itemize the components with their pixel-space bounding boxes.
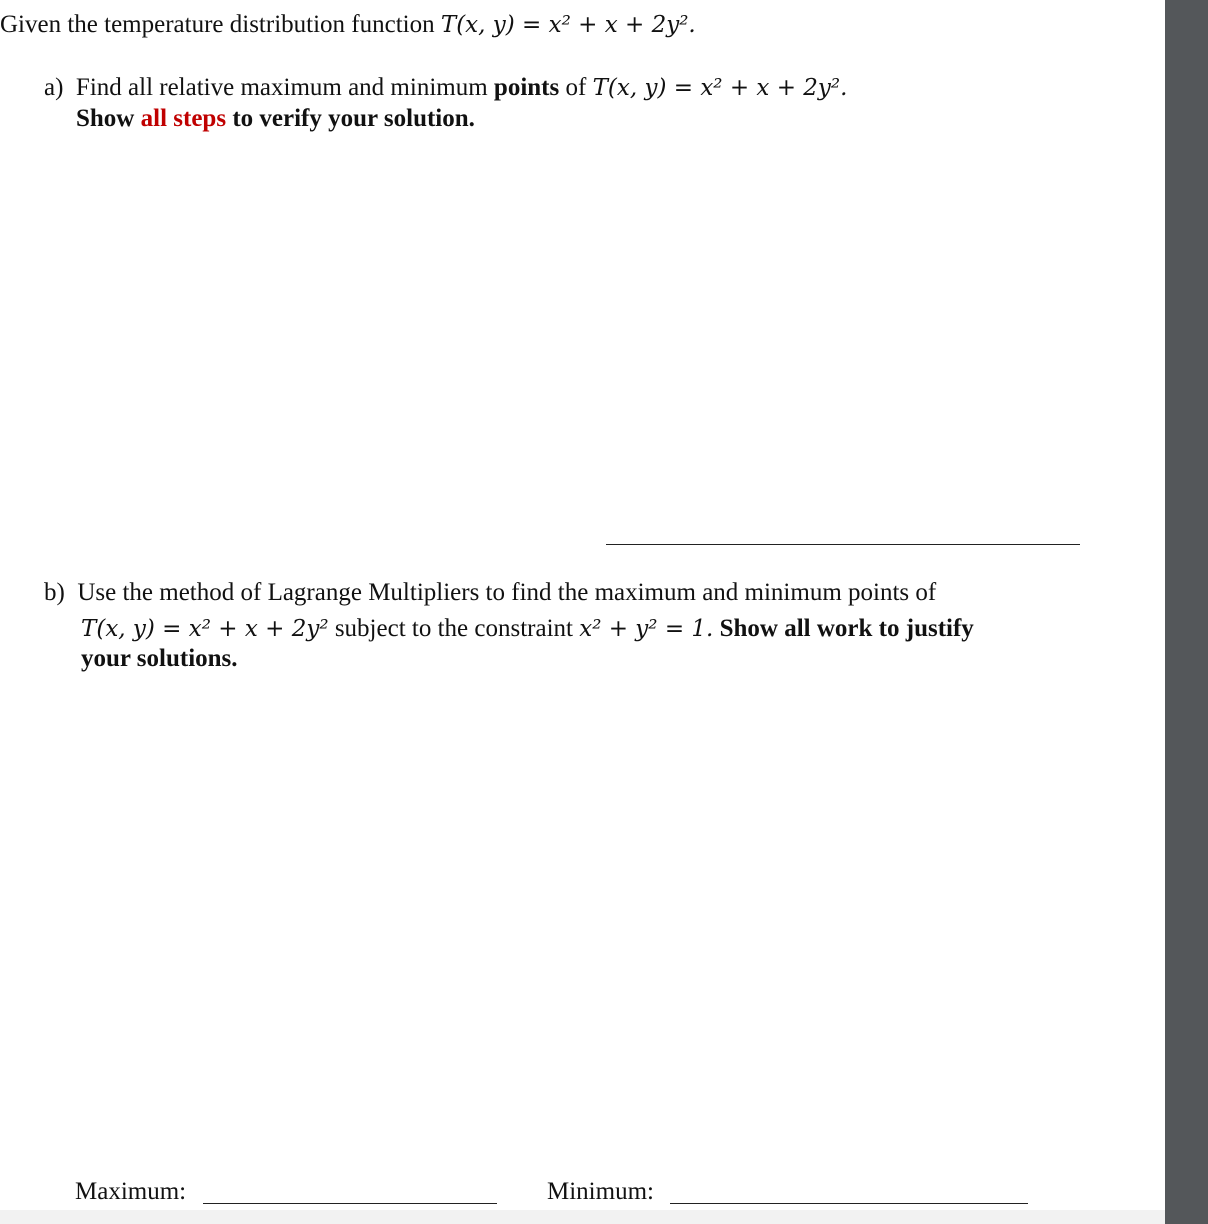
part-b-line-1 [44,578,936,608]
part-b-constraint: x² + y² = 1. [579,616,714,642]
minimum-answer-line[interactable] [670,1203,1028,1204]
part-b-bold-tail: Show all work to justify [719,615,974,642]
part-a-text2: of [565,74,587,101]
intro-line [0,10,696,40]
maximum-label: Maximum: [75,1178,187,1205]
part-b-label: b) [44,579,65,606]
part-a-line-1 [44,73,847,103]
part-a-bold-points: points [493,74,560,101]
intro-formula: T(x, y) = x² + x + 2y². [440,12,696,38]
part-a-formula: T(x, y) = x² + x + 2y². [592,75,848,101]
part-a-label: a) [44,74,64,101]
part-a-all-steps: all steps [140,105,227,132]
minimum-label: Minimum: [547,1178,654,1205]
page-bottom-strip [0,1210,1165,1224]
part-b-solutions: your solutions. [81,645,238,672]
part-b-line-3 [81,644,238,674]
intro-text: Given the temperature distribution function [0,11,435,38]
part-a-text1: Find all relative maximum and minimum [75,74,488,101]
part-a-line-2 [76,104,475,134]
part-b-formula: T(x, y) = x² + x + 2y² [81,616,329,642]
scrollbar[interactable] [1165,0,1208,1224]
part-b-subject: subject to the constraint [334,615,573,642]
part-b-line-2 [81,614,974,644]
maximum-answer-line[interactable] [203,1203,497,1204]
part-a-verify: to verify your solution. [232,105,475,132]
part-a-show: Show [76,105,135,132]
part-a-answer-line[interactable] [606,544,1080,545]
part-b-text: Use the method of Lagrange Multipliers to find the maximum and minimum points of [77,579,937,606]
